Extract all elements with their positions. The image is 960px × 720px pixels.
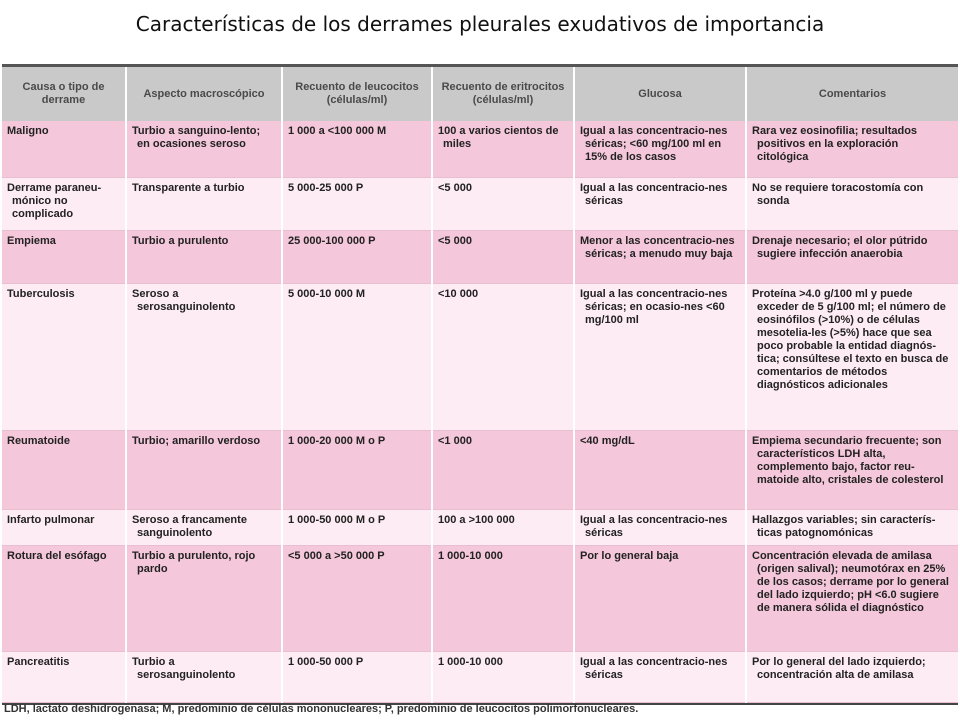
table-row-maligno — [2, 121, 958, 178]
cell-cause: Pancreatitis — [2, 652, 126, 703]
cell-glucose: Igual a las concentracio-nes séricas; <60 mg/100 ml en 15% de los casos — [574, 121, 746, 178]
table-row-paraneumonico — [2, 178, 958, 231]
cell-glucose: Igual a las concentracio-nes séricas — [574, 178, 746, 231]
cell-appearance: Turbio a serosanguinolento — [126, 652, 282, 703]
cell-leukocytes: 5 000-25 000 P — [282, 178, 432, 231]
cell-comments: Hallazgos variables; sin caracterís-ticas patognomónicas — [746, 509, 958, 546]
cell-cause: Reumatoide — [2, 430, 126, 509]
cell-erythrocytes: <1 000 — [432, 430, 574, 509]
header-glucose: Glucosa — [574, 67, 746, 121]
cell-glucose: Igual a las concentracio-nes séricas — [574, 652, 746, 703]
cell-leukocytes: 5 000-10 000 M — [282, 284, 432, 430]
cell-erythrocytes: 100 a >100 000 — [432, 509, 574, 546]
cell-appearance: Seroso a serosanguinolento — [126, 284, 282, 430]
cell-cause: Empiema — [2, 231, 126, 284]
cell-erythrocytes: <5 000 — [432, 178, 574, 231]
header-comments: Comentarios — [746, 67, 958, 121]
cell-cause: Maligno — [2, 121, 126, 178]
table-row-reumatoide — [2, 430, 958, 509]
cell-cause: Rotura del esófago — [2, 546, 126, 652]
cell-appearance: Turbio a sanguino-lento; en ocasiones seroso — [126, 121, 282, 178]
cell-comments: Proteína >4.0 g/100 ml y puede exceder de 5 g/100 ml; el número de eosinófilos (>10%) o de células mesotelia-les (>5%) hace que sea poco probable la entidad diagnós-tica; consúltese el texto en busca de comentarios de métodos diagnósticos adicionales — [746, 284, 958, 430]
cell-comments: No se requiere toracostomía con sonda — [746, 178, 958, 231]
header-erythrocytes: Recuento de eritrocitos (células/ml) — [432, 67, 574, 121]
cell-leukocytes: 1 000-50 000 M o P — [282, 509, 432, 546]
cell-cause: Tuberculosis — [2, 284, 126, 430]
table-row-pancreatitis — [2, 652, 958, 703]
cell-glucose: Menor a las concentracio-nes séricas; a menudo muy baja — [574, 231, 746, 284]
cell-appearance: Turbio a purulento, rojo pardo — [126, 546, 282, 652]
cell-erythrocytes: 1 000-10 000 — [432, 546, 574, 652]
cell-leukocytes: 1 000-20 000 M o P — [282, 430, 432, 509]
table-row-rotura-esofago — [2, 546, 958, 652]
cell-comments: Drenaje necesario; el olor pútrido sugiere infección anaerobia — [746, 231, 958, 284]
cell-appearance: Turbio a purulento — [126, 231, 282, 284]
cell-erythrocytes: 1 000-10 000 — [432, 652, 574, 703]
cell-comments: Por lo general del lado izquierdo; concentración alta de amilasa — [746, 652, 958, 703]
cell-erythrocytes: <5 000 — [432, 231, 574, 284]
cell-leukocytes: 1 000-50 000 P — [282, 652, 432, 703]
header-appearance: Aspecto macroscópico — [126, 67, 282, 121]
cell-leukocytes: <5 000 a >50 000 P — [282, 546, 432, 652]
cell-appearance: Seroso a francamente sanguinolento — [126, 509, 282, 546]
exudative-effusion-table — [2, 67, 958, 703]
cell-glucose: Igual a las concentracio-nes séricas; en ocasio-nes <60 mg/100 ml — [574, 284, 746, 430]
cell-erythrocytes: <10 000 — [432, 284, 574, 430]
table-row-empiema — [2, 231, 958, 284]
cell-appearance: Turbio; amarillo verdoso — [126, 430, 282, 509]
table-row-tuberculosis — [2, 284, 958, 430]
table-footnote: LDH, lactato deshidrogenasa; M, predominio de células mononucleares; P, predominio de leucocitos polimorfonucleares. — [4, 703, 639, 715]
cell-leukocytes: 25 000-100 000 P — [282, 231, 432, 284]
cell-cause: Derrame paraneu-mónico no complicado — [2, 178, 126, 231]
header-leukocytes: Recuento de leucocitos (células/ml) — [282, 67, 432, 121]
cell-glucose: Igual a las concentracio-nes séricas — [574, 509, 746, 546]
table-header-row — [2, 67, 958, 121]
header-cause: Causa o tipo de derrame — [2, 67, 126, 121]
cell-cause: Infarto pulmonar — [2, 509, 126, 546]
slide-title: Características de los derrames pleurales exudativos de importancia — [135, 12, 825, 36]
cell-glucose: Por lo general baja — [574, 546, 746, 652]
cell-erythrocytes: 100 a varios cientos de miles — [432, 121, 574, 178]
cell-comments: Concentración elevada de amilasa (origen salival); neumotórax en 25% de los casos; derrame por lo general del lado izquierdo; pH <6.0 sugiere de manera sólida el diagnóstico — [746, 546, 958, 652]
table-row-infarto-pulmonar — [2, 509, 958, 546]
cell-glucose: <40 mg/dL — [574, 430, 746, 509]
cell-comments: Empiema secundario frecuente; son característicos LDH alta, complemento bajo, factor reu-matoide alto, cristales de colesterol — [746, 430, 958, 509]
cell-appearance: Transparente a turbio — [126, 178, 282, 231]
effusion-table-container — [2, 64, 958, 705]
cell-comments: Rara vez eosinofilia; resultados positivos en la exploración citológica — [746, 121, 958, 178]
cell-leukocytes: 1 000 a <100 000 M — [282, 121, 432, 178]
